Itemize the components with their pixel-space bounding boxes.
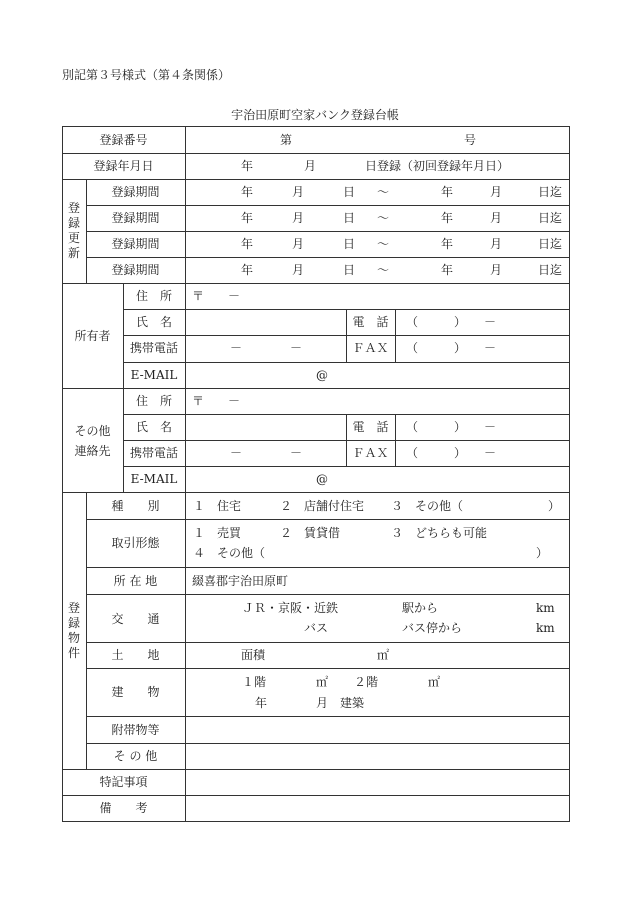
grid-line [62, 769, 570, 770]
reg-date-year: 年 [241, 159, 254, 173]
grid-line [86, 642, 570, 643]
reg-date-month: 月 [304, 159, 317, 173]
renewal-end-year: 年 [441, 237, 454, 251]
renewal-end-day: 日迄 [538, 263, 563, 277]
renewal-start-year: 年 [241, 263, 254, 277]
owner-fax-label: ＦＡＸ [352, 341, 389, 355]
location-label: 所 在 地 [113, 574, 158, 588]
building-floor-2-unit: ㎡ [428, 675, 441, 689]
transport-busstop: バス停から [402, 621, 463, 635]
grid-line [62, 492, 570, 493]
grid-line [86, 519, 570, 520]
grid-line [86, 205, 570, 206]
transaction-option-3: ３ どちらも可能 [391, 526, 488, 540]
transaction-option-4: ４ その他（ [193, 546, 266, 560]
renewal-start-day: 日 [343, 211, 356, 225]
other-phone-label: 電 話 [352, 420, 389, 434]
other-postal: 〒 － [192, 394, 241, 408]
renewal-start-day: 日 [343, 237, 356, 251]
other-fax-value: （ ） － [406, 446, 497, 460]
renewal-end-day: 日迄 [538, 211, 563, 225]
renewal-start-day: 日 [343, 263, 356, 277]
transport-bus: バス [304, 621, 329, 635]
renewal-end-month: 月 [490, 263, 503, 277]
grid-line [123, 362, 570, 363]
owner-side-label: 所有者 [74, 329, 111, 343]
renewal-side-label: 登録更新 [67, 201, 80, 260]
renewal-period-label: 登録期間 [111, 185, 160, 199]
grid-line [86, 743, 570, 744]
renewal-period-label: 登録期間 [111, 211, 160, 225]
renewal-start-month: 月 [292, 263, 305, 277]
property-type-option-2: ２ 店舗付住宅 [280, 499, 365, 513]
grid-line [185, 126, 186, 822]
registration-ledger-table [62, 126, 570, 821]
owner-mobile-label: 携帯電話 [129, 341, 178, 355]
reg-number-label: 登録番号 [99, 133, 148, 147]
land-label: 土 地 [111, 648, 160, 662]
transaction-option-2: ２ 賃貸借 [280, 526, 341, 540]
transaction-close: ） [536, 546, 549, 560]
renewal-start-year: 年 [241, 185, 254, 199]
reg-number-dai: 第 [280, 133, 293, 147]
property-type-option-1: １ 住宅 [193, 499, 242, 513]
reg-date-suffix: 日登録（初回登録年月日） [365, 159, 510, 173]
property-type-option-3: ３ その他（ [391, 499, 464, 513]
other-email-label: E-MAIL [130, 472, 178, 486]
renewal-start-month: 月 [292, 185, 305, 199]
transport-station: 駅から [402, 601, 439, 615]
owner-mobile-value: － － [230, 341, 303, 355]
renewal-end-day: 日迄 [538, 185, 563, 199]
grid-line [62, 795, 570, 796]
transaction-label: 取引形態 [111, 536, 160, 550]
renewal-period-label: 登録期間 [111, 263, 160, 277]
other-phone-value: （ ） － [406, 420, 497, 434]
grid-line [62, 126, 63, 822]
building-floor-1-unit: ㎡ [316, 675, 329, 689]
grid-line [62, 821, 570, 822]
building-built: 月 建築 [316, 696, 365, 710]
renewal-end-month: 月 [490, 211, 503, 225]
renewal-end-year: 年 [441, 185, 454, 199]
grid-line [62, 388, 570, 389]
building-floor-2: ２階 [354, 675, 379, 689]
owner-address-label: 住 所 [135, 289, 172, 303]
renewal-period-label: 登録期間 [111, 237, 160, 251]
renewal-tilde: ～ [377, 185, 390, 199]
owner-postal: 〒 － [192, 289, 241, 303]
owner-fax-value: （ ） － [406, 341, 497, 355]
grid-line [569, 126, 570, 822]
special-notes-label: 特記事項 [99, 775, 148, 789]
grid-line [86, 567, 570, 568]
remarks-label: 備 考 [99, 801, 148, 815]
other-mobile-value: － － [230, 446, 303, 460]
other-mobile-label: 携帯電話 [129, 446, 178, 460]
renewal-start-month: 月 [292, 211, 305, 225]
grid-line [123, 466, 570, 467]
land-area-unit: ㎡ [377, 648, 390, 662]
renewal-end-day: 日迄 [538, 237, 563, 251]
renewal-end-month: 月 [490, 185, 503, 199]
building-floor-1: １階 [242, 675, 267, 689]
other-address-label: 住 所 [135, 394, 172, 408]
building-label: 建 物 [111, 685, 160, 699]
renewal-tilde: ～ [377, 237, 390, 251]
transport-label: 交 通 [111, 612, 160, 626]
renewal-tilde: ～ [377, 211, 390, 225]
grid-line [62, 179, 570, 180]
grid-line [62, 153, 570, 154]
grid-line [86, 668, 570, 669]
renewal-start-day: 日 [343, 185, 356, 199]
owner-phone-label: 電 話 [352, 315, 389, 329]
grid-line [395, 414, 396, 466]
renewal-start-month: 月 [292, 237, 305, 251]
other-name-label: 氏 名 [135, 420, 172, 434]
transport-km: km [536, 621, 555, 635]
location-value: 綴喜郡宇治田原町 [192, 574, 289, 588]
reg-date-label: 登録年月日 [93, 159, 154, 173]
renewal-start-year: 年 [241, 237, 254, 251]
transaction-option-1: １ 売買 [193, 526, 242, 540]
property-type-close: ） [548, 499, 561, 513]
owner-name-label: 氏 名 [135, 315, 172, 329]
owner-email-at: @ [316, 368, 328, 382]
renewal-start-year: 年 [241, 211, 254, 225]
reg-number-go: 号 [464, 133, 477, 147]
grid-line [395, 309, 396, 362]
transport-km: km [536, 601, 555, 615]
renewal-end-year: 年 [441, 211, 454, 225]
property-side-label: 登録物件 [67, 601, 80, 660]
property-other-label: そ の 他 [113, 749, 158, 763]
grid-line [86, 716, 570, 717]
other-fax-label: ＦＡＸ [352, 446, 389, 460]
form-number-heading: 別記第３号様式（第４条関係） [62, 68, 231, 82]
transport-rail: ＪＲ・京阪・近鉄 [242, 601, 339, 615]
land-area-label: 面積 [241, 648, 266, 662]
owner-email-label: E-MAIL [130, 368, 178, 382]
property-type-label: 種 別 [111, 499, 160, 513]
annex-label: 附帯物等 [111, 723, 160, 737]
grid-line [86, 231, 570, 232]
renewal-end-month: 月 [490, 237, 503, 251]
other-email-at: @ [316, 472, 328, 486]
owner-phone-value: （ ） － [406, 315, 497, 329]
other-contact-side-label: その他 連絡先 [74, 424, 111, 458]
grid-line [62, 126, 570, 127]
renewal-tilde: ～ [377, 263, 390, 277]
grid-line [86, 257, 570, 258]
document-title: 宇治田原町空家バンク登録台帳 [231, 108, 399, 122]
renewal-end-year: 年 [441, 263, 454, 277]
grid-line [62, 283, 570, 284]
building-year: 年 [255, 696, 268, 710]
grid-line [86, 594, 570, 595]
